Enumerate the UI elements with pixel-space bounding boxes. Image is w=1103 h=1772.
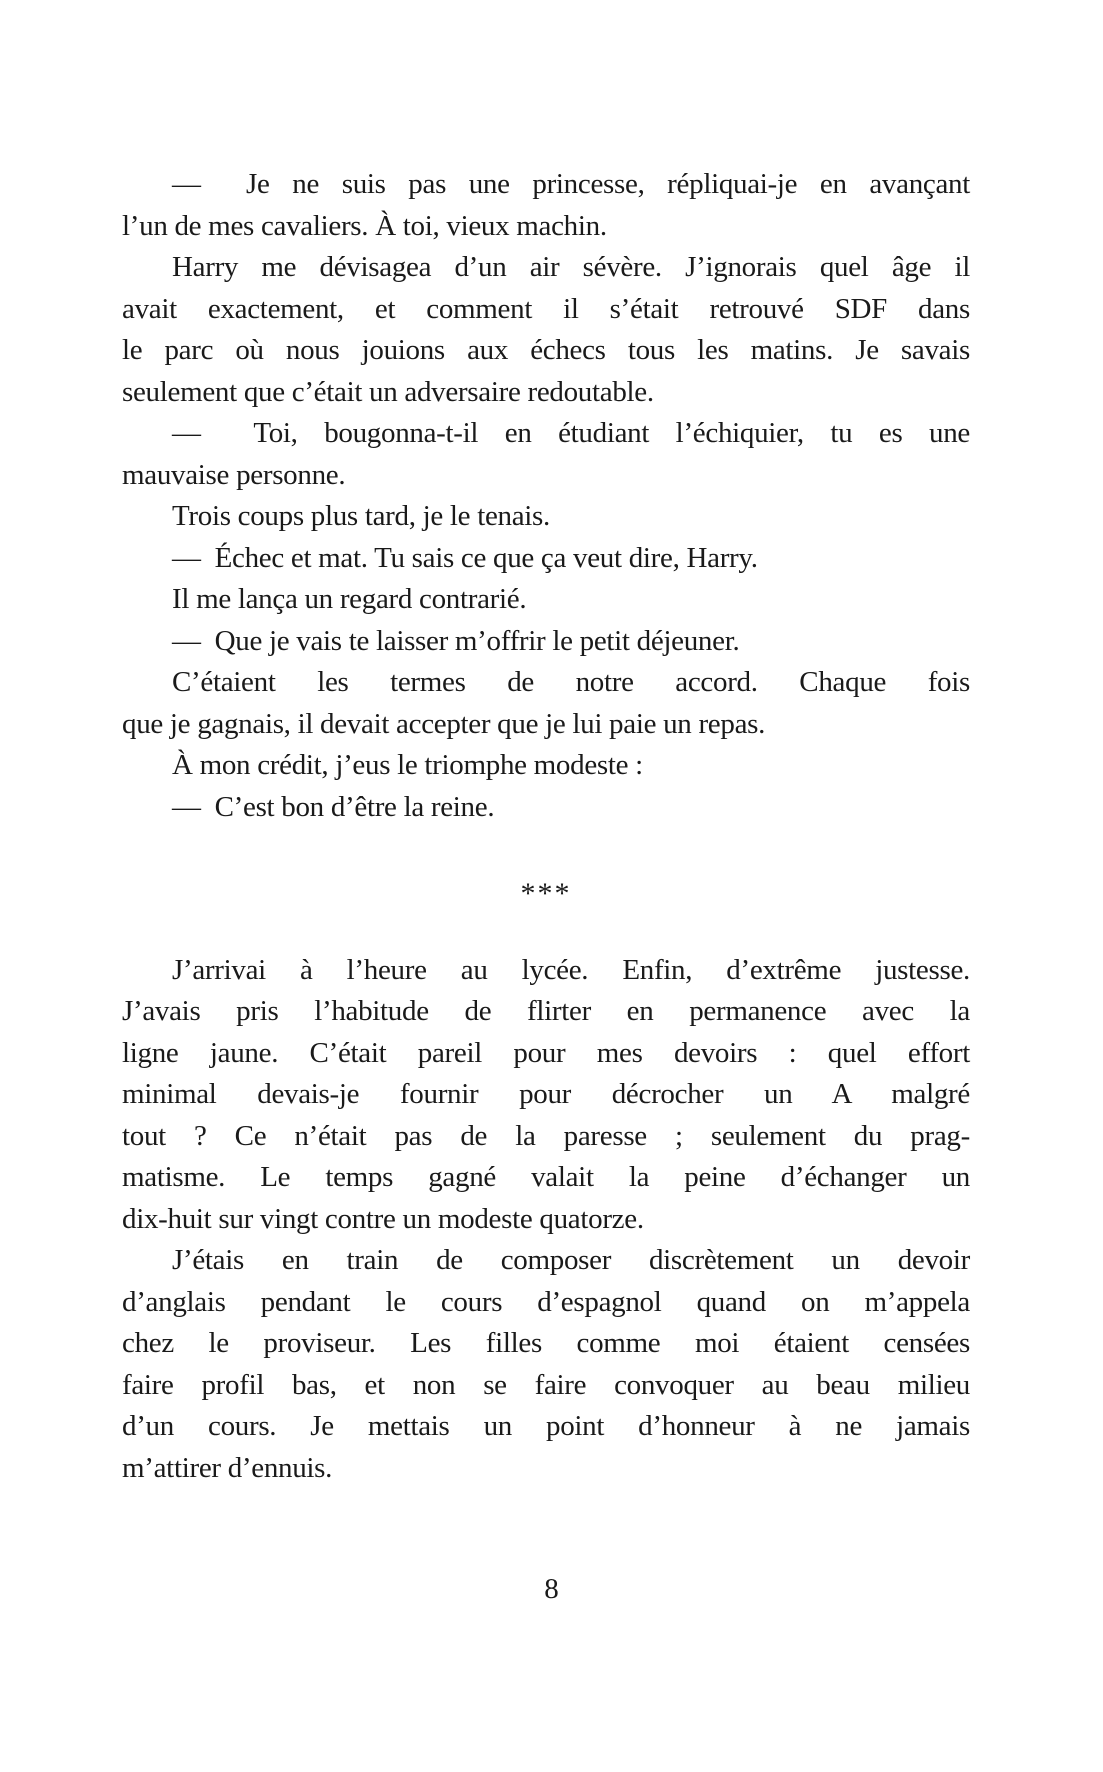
text-line: d’un cours. Je mettais un point d’honneur à ne jamais <box>122 1410 970 1442</box>
paragraph <box>122 745 970 787</box>
text-line: — Je ne suis pas une princesse, répliquai-je en avançant <box>172 168 970 200</box>
text-line: m’attirer d’ennuis. <box>122 1451 333 1484</box>
text-line: dix-huit sur vingt contre un modeste quatorze. <box>122 1202 644 1235</box>
text-line: — Échec et mat. Tu sais ce que ça veut dire, Harry. <box>172 541 758 574</box>
paragraph <box>122 621 970 663</box>
text-line: À mon crédit, j’eus le triomphe modeste : <box>172 749 643 781</box>
text-line: — Que je vais te laisser m’offrir le petit déjeuner. <box>172 624 740 657</box>
text-line: matisme. Le temps gagné valait la peine d’échanger un <box>122 1161 970 1193</box>
text-line: Il me lança un regard contrarié. <box>172 583 527 615</box>
text-line: seulement que c’était un adversaire redoutable. <box>122 375 654 408</box>
text-line: J’avais pris l’habitude de flirter en permanence avec la <box>122 995 970 1027</box>
text-line: faire profil bas, et non se faire convoquer au beau milieu <box>122 1368 970 1401</box>
text-line: d’anglais pendant le cours d’espagnol quand on m’appela <box>122 1285 970 1318</box>
text-line: l’un de mes cavaliers. À toi, vieux machin. <box>122 209 607 242</box>
paragraph <box>122 247 970 413</box>
paragraph <box>122 164 970 247</box>
text-line: le parc où nous jouions aux échecs tous les matins. Je savais <box>122 334 970 366</box>
text-line: ligne jaune. C’était pareil pour mes devoirs : quel effort <box>122 1036 970 1069</box>
paragraph <box>122 496 970 538</box>
paragraph <box>122 579 970 621</box>
paragraph <box>122 950 970 1241</box>
text-line: J’étais en train de composer discrètement un devoir <box>172 1244 970 1276</box>
text-line: tout ? Ce n’était pas de la paresse ; seulement du prag- <box>122 1119 970 1152</box>
paragraph <box>122 787 970 829</box>
text-line: — Toi, bougonna-t-il en étudiant l’échiquier, tu es une <box>172 417 970 449</box>
text-block <box>122 164 970 1489</box>
paragraph <box>122 662 970 745</box>
text-line: C’étaient les termes de notre accord. Chaque fois <box>172 666 970 698</box>
text-line: que je gagnais, il devait accepter que je lui paie un repas. <box>122 707 766 740</box>
text-line: mauvaise personne. <box>122 458 346 491</box>
text-line: Trois coups plus tard, je le tenais. <box>172 500 550 532</box>
paragraph <box>122 1240 970 1489</box>
text-line: minimal devais-je fournir pour décrocher un A malgré <box>122 1078 970 1110</box>
text-line: J’arrivai à l’heure au lycée. Enfin, d’extrême justesse. <box>172 953 970 986</box>
paragraph <box>122 413 970 496</box>
page-number: 8 <box>544 1573 559 1605</box>
text-line: avait exactement, et comment il s’était retrouvé SDF dans <box>122 292 970 325</box>
text-line: Harry me dévisagea d’un air sévère. J’ignorais quel âge il <box>172 251 970 283</box>
section-separator: *** <box>520 877 572 910</box>
paragraph <box>122 538 970 580</box>
text-line: chez le proviseur. Les filles comme moi étaient censées <box>122 1327 970 1359</box>
text-line: — C’est bon d’être la reine. <box>172 790 495 823</box>
